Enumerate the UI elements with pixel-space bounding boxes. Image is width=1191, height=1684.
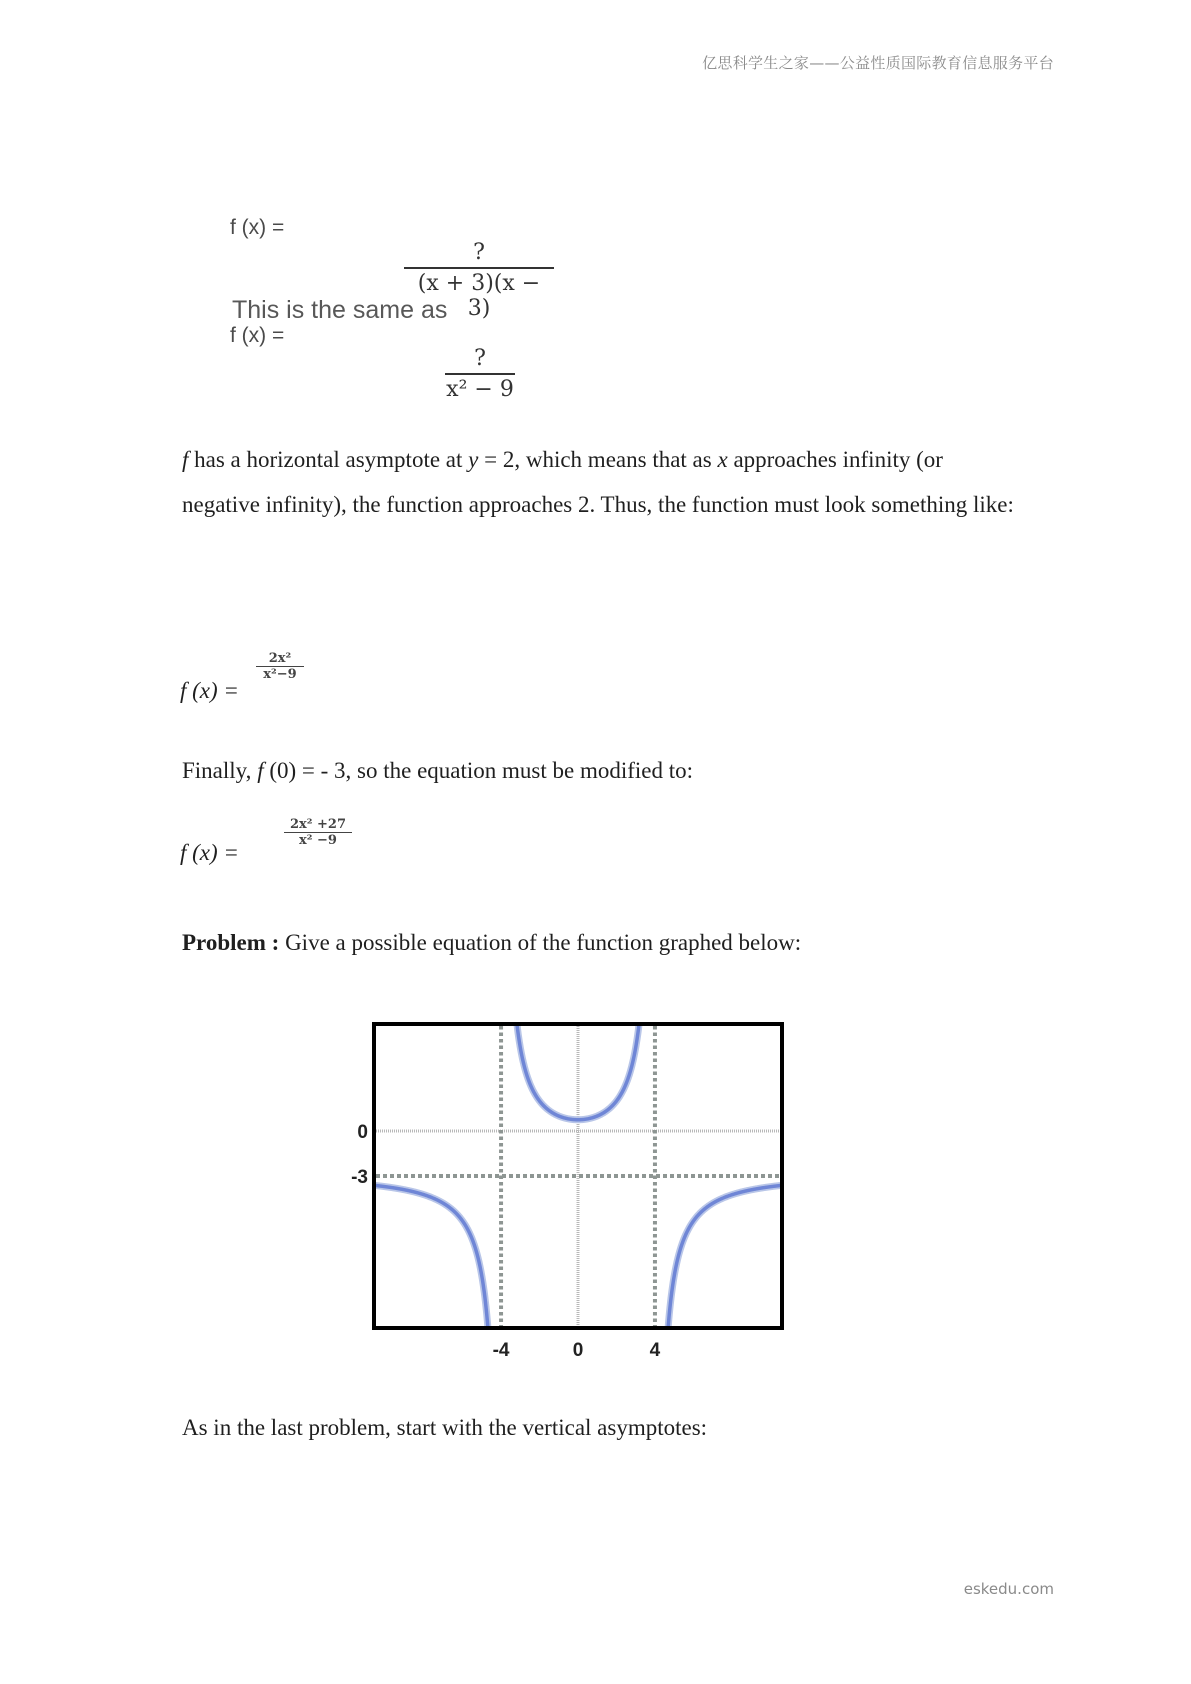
site-footer: eskedu.com	[963, 1580, 1054, 1598]
var-f: f	[182, 447, 189, 472]
chart-svg	[350, 1010, 810, 1380]
fraction-2-bar	[445, 373, 515, 375]
x-tick-label: 0	[572, 1340, 584, 1361]
fx-label-2	[230, 324, 284, 348]
y-tick-label: -3	[351, 1167, 368, 1188]
fx-label-2-text: f (x) =	[230, 324, 285, 347]
equation-1-fraction	[256, 652, 304, 681]
text-part: approaches infinity (or negative infinity), the function approaches 2. Thus, the function must look something like:	[182, 447, 1014, 517]
fraction-2-denominator: x² − 9	[446, 377, 514, 402]
var-x: x	[717, 447, 728, 472]
site-header: 亿思科学生之家——公益性质国际教育信息服务平台	[702, 54, 1054, 72]
text-part: (0) = - 3, so the equation must be modified to:	[263, 758, 694, 783]
var-y: y	[468, 447, 479, 472]
fraction-1-denominator: (x + 3)(x − 3)	[417, 271, 541, 321]
text-part: Finally,	[182, 758, 258, 783]
equation-1-label	[180, 678, 239, 704]
fraction-2-numerator: ?	[474, 346, 486, 371]
equation-2-fraction	[284, 818, 352, 847]
fx-label-1-text: f (x) =	[230, 216, 285, 239]
y-tick-label: 0	[357, 1122, 368, 1143]
fraction-1-bar	[404, 267, 554, 269]
equation-2-numerator: 2x² +27	[290, 817, 346, 832]
text-part: = 2, which means that as	[478, 447, 718, 472]
equation-1-numerator: 2x²	[268, 651, 292, 666]
function-graph	[350, 1010, 810, 1380]
var-f: f	[257, 758, 264, 783]
equation-1-denominator: x²−9	[263, 667, 297, 682]
problem-statement	[182, 920, 1022, 965]
equation-2-denominator: x² −9	[299, 833, 337, 848]
paragraph-f-of-zero	[182, 748, 1022, 793]
equation-1-label-text: f (x) =	[180, 678, 239, 703]
equation-2-label	[180, 840, 239, 866]
fraction-2	[445, 346, 515, 402]
paragraph-horizontal-asymptote	[182, 437, 1022, 527]
problem-text: Give a possible equation of the function graphed below:	[279, 930, 802, 955]
equation-2-label-text: f (x) =	[180, 840, 239, 865]
paragraph-vertical-asymptotes: As in the last problem, start with the vertical asymptotes:	[182, 1415, 708, 1440]
x-tick-label: -4	[492, 1340, 510, 1361]
same-as-text: This is the same as	[232, 296, 448, 324]
fx-label-1	[230, 216, 284, 240]
x-tick-label: 4	[649, 1340, 661, 1361]
problem-label: Problem :	[182, 930, 280, 955]
text-part: has a horizontal asymptote at	[188, 447, 469, 472]
fraction-1-numerator: ?	[473, 240, 485, 265]
